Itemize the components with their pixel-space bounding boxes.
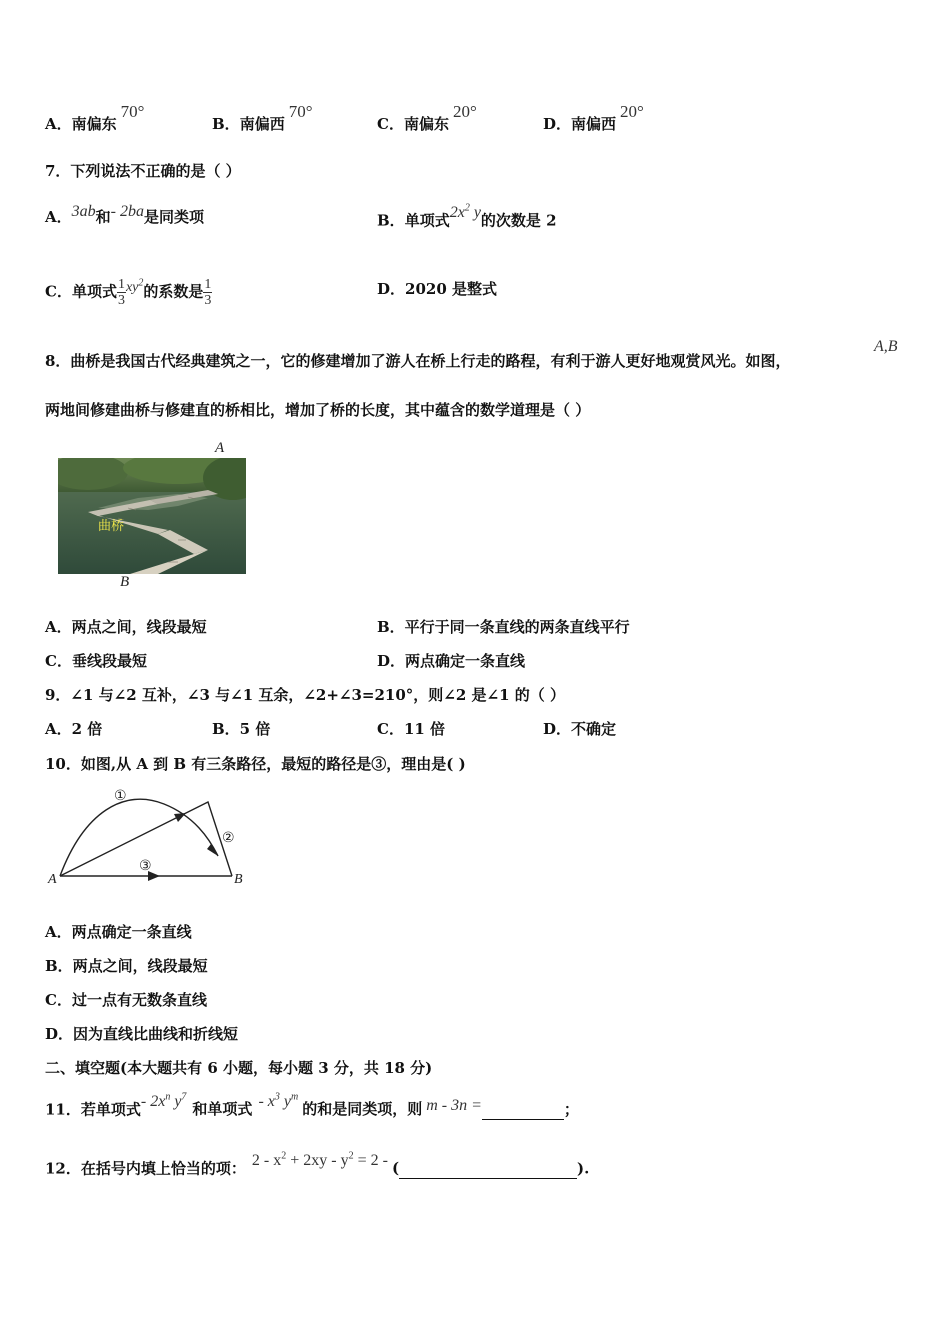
paths-figure xyxy=(44,782,254,890)
q7-option-c: C．单项式 $\frac{1}{3}$ $xy^2$的系数是 $\frac{1}{3}$ xyxy=(45,277,212,309)
q6-angle-a: 70° xyxy=(120,102,145,121)
q6-angle-b: 70° xyxy=(288,102,313,121)
q8-option-c: C．垂线段最短 xyxy=(45,652,147,670)
q8-photo-label-b: B xyxy=(120,574,130,590)
q7-stem: 7．下列说法不正确的是（ ） xyxy=(45,162,241,180)
q6-option-a: A．南偏东70° xyxy=(45,102,145,133)
q10-option-d: D．因为直线比曲线和折线短 xyxy=(45,1025,239,1043)
q9-option-c: C．11 倍 xyxy=(377,720,446,738)
q8-photo-label-a: A xyxy=(215,440,225,456)
q7-option-d: D．2020 是整式 xyxy=(377,280,497,298)
q10-stem: 10．如图,从 A 到 B 有三条路径，最短的路径是③，理由是( ) xyxy=(45,755,466,773)
bridge-photo-caption: 曲桥 xyxy=(98,519,125,534)
q6-angle-d: 20° xyxy=(620,102,644,121)
q12: 12．在括号内填上恰当的项： $2 - x^2 + 2xy - y^2 = 2$ - ( ). xyxy=(45,1151,590,1178)
q10-option-a: A．两点确定一条直线 xyxy=(45,923,192,941)
q12-answer-blank[interactable] xyxy=(399,1162,577,1179)
q10-option-b: B．两点之间，线段最短 xyxy=(45,957,208,975)
q10-option-c: C．过一点有无数条直线 xyxy=(45,991,207,1009)
q7-option-a: A．3ab和- 2ba是同类项 xyxy=(45,203,204,226)
q8-points-ab: A,B xyxy=(874,338,898,355)
q6-option-d: D．南偏西20° xyxy=(543,102,644,133)
fig-label-3: ③ xyxy=(139,858,152,874)
fig-label-a: A xyxy=(48,872,57,887)
fig-label-1: ① xyxy=(114,788,127,804)
q8-option-b: B．平行于同一条直线的两条直线平行 xyxy=(377,618,630,636)
q7-c-fraction: $\frac{1}{3}$ xyxy=(117,277,125,309)
q11-answer-blank[interactable] xyxy=(482,1103,564,1120)
q9-option-d: D．不确定 xyxy=(543,720,617,738)
q8-stem-line1: 8．曲桥是我国古代经典建筑之一，它的修建增加了游人在桥上行走的路程，有利于游人更好地观赏风光。如图， xyxy=(45,352,791,370)
q7-option-b: B．单项式$2x^2$ y的次数是 2 xyxy=(377,203,557,230)
bridge-photo xyxy=(58,458,246,574)
q6-option-c: C．南偏东20° xyxy=(377,102,477,133)
section-2-title: 二、填空题(本大题共有 6 小题，每小题 3 分，共 18 分) xyxy=(45,1059,433,1077)
q6-angle-c: 20° xyxy=(452,102,477,121)
q11: 11．若单项式- $2x^n$ $y^7$和单项式 - $x^3$ $y^m$的和是同类项，则 m - 3n = ； xyxy=(45,1092,579,1119)
q9-stem: 9．∠1 与∠2 互补，∠3 与∠1 互余，∠2+∠3=210°，则∠2 是∠1 的（ ） xyxy=(45,686,565,704)
q8-option-d: D．两点确定一条直线 xyxy=(377,652,526,670)
q8-stem-line2: 两地间修建曲桥与修建直的桥相比，增加了桥的长度，其中蕴含的数学道理是（ ） xyxy=(45,401,591,419)
fig-label-b: B xyxy=(234,872,243,887)
q6-option-b: B．南偏西70° xyxy=(212,102,313,133)
q9-option-a: A．2 倍 xyxy=(45,720,103,738)
q8-option-a: A．两点之间，线段最短 xyxy=(45,618,207,636)
fig-label-2: ② xyxy=(222,830,235,846)
q7-c-fraction-2: $\frac{1}{3}$ xyxy=(204,277,212,309)
q9-option-b: B．5 倍 xyxy=(212,720,271,738)
